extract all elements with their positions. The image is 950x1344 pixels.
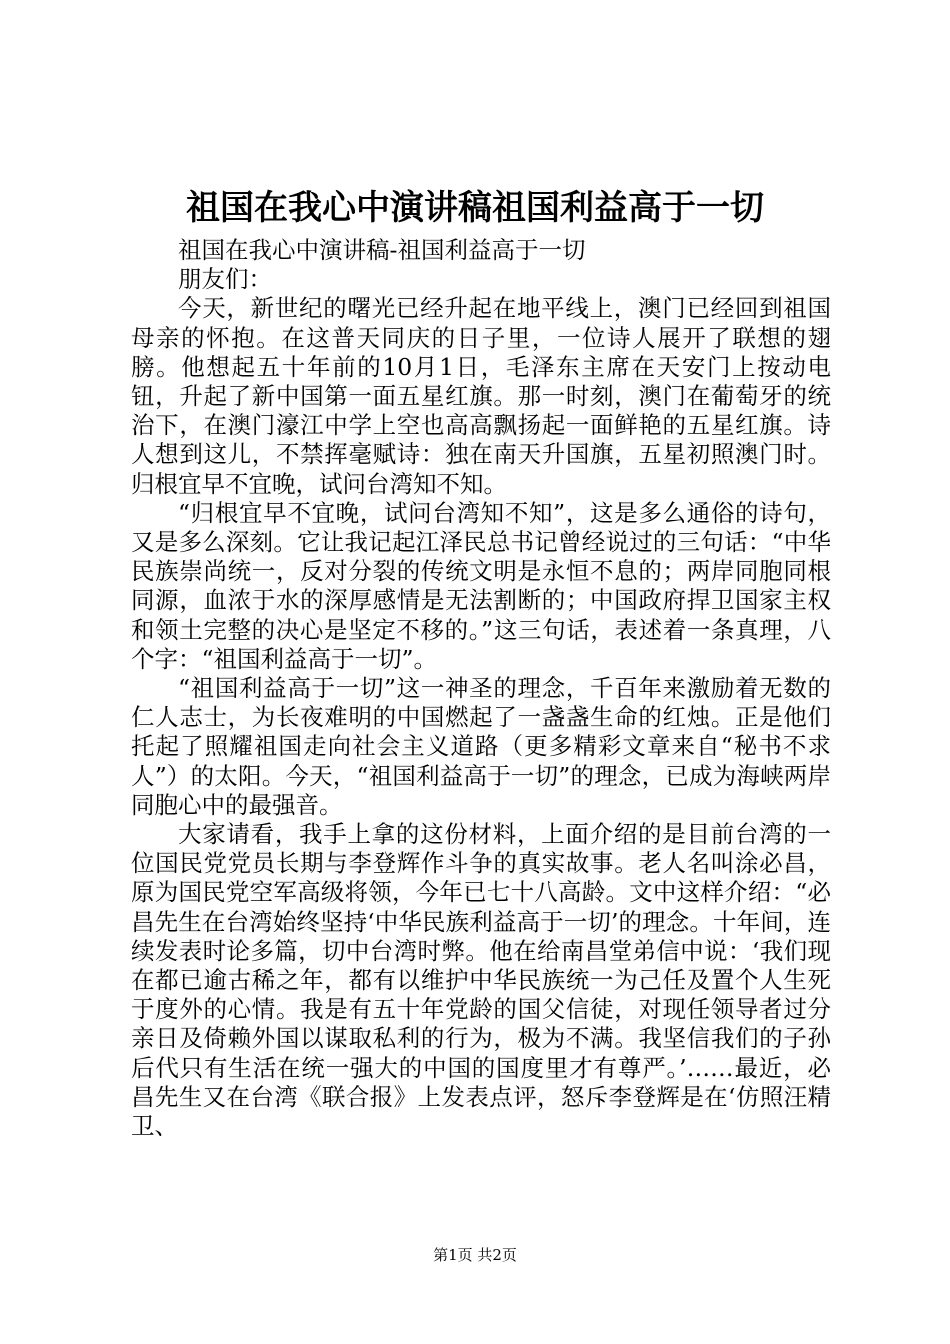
greeting: 朋友们： [178,265,272,294]
paragraph-2: “归根宜早不宜晚，试问台湾知不知”，这是多么通俗的诗句，又是多么深刻。它让我记起江泽民总书记曾经说过的三句话：“中华民族崇尚统一，反对分裂的传统文明是永恒不息的；两岸同胞同根同源，血浓于水的深厚感情是无法割断的；中国政府捍卫国家主权和领土完整的决心是坚定不移的。”这三句话，表述着一条真理，八个字：“祖国利益高于一切”。 [131,498,831,673]
document-subtitle: 祖国在我心中演讲稿-祖国利益高于一切 [178,236,586,264]
page-footer: 第1页 共2页 [433,1246,517,1264]
document-body [131,236,831,1141]
paragraph-3: “祖国利益高于一切”这一神圣的理念，千百年来激励着无数的仁人志士，为长夜难明的中国燃起了一盏盏生命的红烛。正是他们托起了照耀祖国走向社会主义道路（更多精彩文章来自“秘书不求人”）的太阳。今天，“祖国利益高于一切”的理念，已成为海峡两岸同胞心中的最强音。 [131,674,831,819]
paragraph-1: 今天，新世纪的曙光已经升起在地平线上，澳门已经回到祖国母亲的怀抱。在这普天同庆的日子里，一位诗人展开了联想的翅膀。他想起五十年前的10月1日，毛泽东主席在天安门上按动电钮，升起了新中国第一面五星红旗。那一时刻，澳门在葡萄牙的统治下，在澳门濠江中学上空也高高飘扬起一面鲜艳的五星红旗。诗人想到这儿，不禁挥毫赋诗：独在南天升国旗，五星初照澳门时。归根宜早不宜晚，试问台湾知不知。 [131,294,831,498]
document-title: 祖国在我心中演讲稿祖国利益高于一切 [186,188,764,228]
paragraph-4: 大家请看，我手上拿的这份材料，上面介绍的是目前台湾的一位国民党党员长期与李登辉作斗争的真实故事。老人名叫涂必昌，原为国民党空军高级将领，今年已七十八高龄。文中这样介绍：“必昌先生在台湾始终坚持‘中华民族利益高于一切’的理念。十年间，连续发表时论多篇，切中台湾时弊。他在给南昌堂弟信中说：‘我们现在都已逾古稀之年，都有以维护中华民族统一为己任及置个人生死于度外的心情。我是有五十年党龄的国父信徒，对现任领导者过分亲日及倚赖外国以谋取私利的行为，极为不满。我坚信我们的子孙后代只有生活在统一强大的中国的国度里才有尊严。’……最近，必昌先生又在台湾《联合报》上发表点评，怒斥李登辉是在‘仿照汪精卫、 [131,820,831,1141]
